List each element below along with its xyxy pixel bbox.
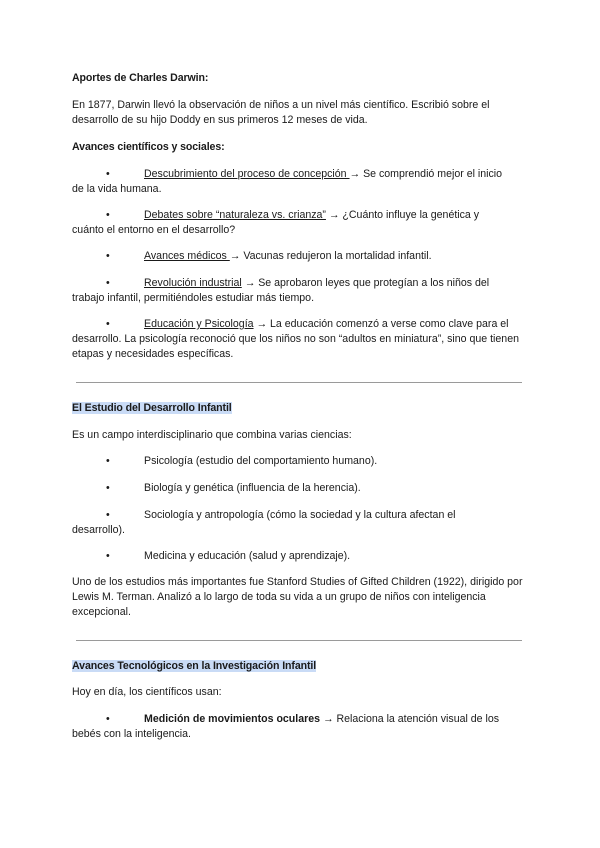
horizontal-divider: [76, 382, 522, 383]
list-item: [72, 317, 534, 362]
list-item: [72, 508, 534, 538]
bullet-text-continued: de la vida humana.: [72, 183, 162, 195]
bullet-term: Avances médicos: [144, 250, 230, 262]
bullet-text: → ¿Cuánto influye la genética y: [325, 209, 480, 221]
list-item: [72, 249, 534, 264]
list-item: [72, 208, 534, 238]
section-title-tech-advances: [72, 659, 534, 674]
bullet-icon: •: [106, 168, 110, 180]
bullet-icon: •: [106, 550, 110, 562]
bullet-term: Revolución industrial: [144, 277, 242, 289]
child-development-intro: Es un campo interdisciplinario que combina varias ciencias:: [72, 429, 352, 441]
bullet-icon: •: [106, 250, 110, 262]
list-item: [72, 276, 534, 306]
bullet-icon: •: [106, 713, 110, 725]
bullet-text: Medicina y educación (salud y aprendizaje).: [144, 550, 351, 562]
bullet-text: → Vacunas redujeron la mortalidad infantil.: [229, 250, 432, 262]
horizontal-divider: [76, 640, 522, 641]
bullet-term: Debates sobre “naturaleza vs. crianza”: [144, 209, 326, 221]
bullet-icon: •: [106, 455, 110, 467]
bullet-text: Psicología (estudio del comportamiento humano).: [144, 455, 378, 467]
bullet-text: → Se aprobaron leyes que protegían a los niños del: [241, 277, 490, 289]
bullet-term: Educación y Psicología: [144, 318, 254, 330]
terman-study-paragraph: Uno de los estudios más importantes fue Stanford Studies of Gifted Children (1922), dirigido por Lewis M. Terman. Analizó a lo largo de toda su vida a un grupo de niños con inteligencia excepcional.: [72, 576, 523, 618]
bullet-icon: •: [106, 509, 110, 521]
bullet-term: Descubrimiento del proceso de concepción: [144, 168, 350, 180]
bullet-icon: •: [106, 318, 110, 330]
subsection-title-advances: Avances científicos y sociales:: [72, 141, 225, 153]
bullet-text: → Se comprendió mejor el inicio: [349, 168, 503, 180]
list-item: [72, 549, 534, 564]
bullet-term: Medición de movimientos oculares: [144, 713, 321, 725]
bullet-icon: •: [106, 277, 110, 289]
bullet-text: Biología y genética (influencia de la herencia).: [144, 482, 361, 494]
list-item: [72, 167, 534, 197]
bullet-text-continued: desarrollo. La psicología reconoció que los niños no son “adultos en miniatura”, sino que tienen etapas y necesidades específicas.: [72, 333, 519, 360]
highlighted-title: Avances Tecnológicos en la Investigación Infantil: [72, 660, 317, 672]
bullet-text-continued: cuánto el entorno en el desarrollo?: [72, 224, 236, 236]
list-item: [72, 481, 534, 496]
darwin-intro-paragraph: En 1877, Darwin llevó la observación de niños a un nivel más científico. Escribió sobre el desarrollo de su hijo Doddy en sus primeros 12 meses de vida.: [72, 99, 490, 126]
bullet-text: → Relaciona la atención visual de los: [320, 713, 500, 725]
tech-advances-intro: Hoy en día, los científicos usan:: [72, 686, 222, 698]
list-item: [72, 454, 534, 469]
bullet-text-continued: bebés con la inteligencia.: [72, 728, 191, 740]
bullet-text-continued: desarrollo).: [72, 524, 125, 536]
section-title-darwin: Aportes de Charles Darwin:: [72, 72, 209, 84]
bullet-text-continued: trabajo infantil, permitiéndoles estudiar más tiempo.: [72, 292, 315, 304]
bullet-icon: •: [106, 482, 110, 494]
section-title-child-development: [72, 401, 534, 416]
bullet-text: Sociología y antropología (cómo la sociedad y la cultura afectan el: [144, 509, 456, 521]
bullet-icon: •: [106, 209, 110, 221]
list-item: [72, 712, 534, 742]
bullet-text: → La educación comenzó a verse como clave para el: [253, 318, 509, 330]
highlighted-title: El Estudio del Desarrollo Infantil: [72, 402, 232, 414]
